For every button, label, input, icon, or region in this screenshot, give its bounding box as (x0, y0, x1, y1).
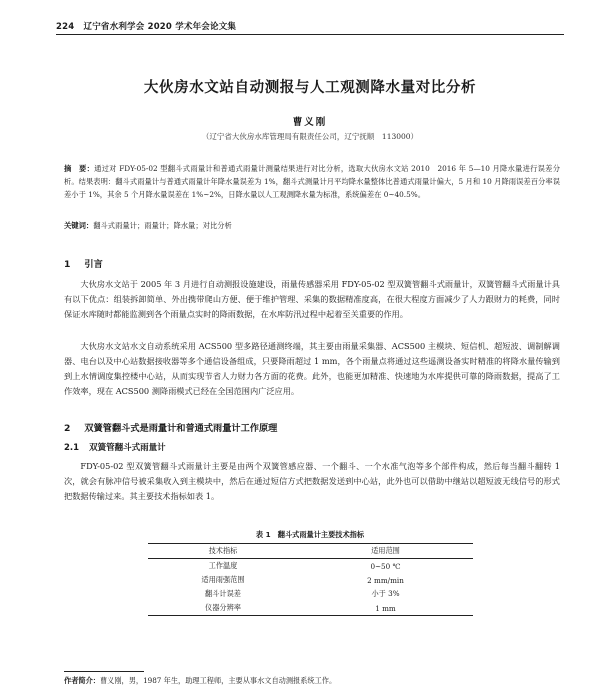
section-2-heading (64, 420, 277, 434)
table-cell: 小于 3% (371, 589, 400, 598)
section-1-number: 1 (64, 259, 71, 270)
table-1-caption: 表 1 翻斗式雨量计主要技术指标 (255, 530, 365, 539)
table-cell: 翻斗计误差 (205, 589, 241, 598)
table-header-cell: 适用范围 (371, 546, 400, 555)
page-number: 224 (56, 22, 75, 32)
keywords-text: 翻斗式雨量计；雨量计；降水量；对比分析 (93, 221, 232, 230)
table-1 (148, 543, 473, 616)
table-cell: 2 mm/min (367, 575, 404, 585)
section-2-1-title: 双簧管翻斗式雨量计 (89, 443, 166, 453)
table-cell: 1 mm (375, 603, 396, 613)
table-row (148, 573, 473, 587)
section-1-title: 引言 (84, 259, 103, 270)
section-1-heading (64, 256, 103, 270)
keywords-label: 关键词： (64, 221, 94, 230)
section-2-1-heading (64, 441, 166, 453)
section-2-1-paragraph: FDY-05-02 型双簧管翻斗式雨量计主要是由两个双簧管感应器、一个翻斗、一个水准气泡等多个部件构成，然后每当翻斗翻转 1 次，就会有脉冲信号被采集收入到主模块中，然后在通过短信方式把数据发送到中心站，此外也可以借助中继站以超短波无线信号的形式把数据传输过来。其主要技术指标如表 1。 (64, 461, 560, 501)
table-row (148, 601, 473, 616)
table-cell: 0~50 ℃ (370, 561, 401, 571)
table-cell: 工作温度 (208, 561, 238, 570)
author-affiliation: （辽宁省大伙房水库管理局有限责任公司，辽宁抚顺 113000） (201, 132, 419, 141)
section-1-paragraph-1: 大伙房水文站于 2005 年 3 月进行自动测报设施建设，雨量传感器采用 FDY-05-02 型双簧管翻斗式雨量计，双簧管翻斗式雨量计具有以下优点：组装拆卸简单、外出携带爬山方便、便于维护管理、采集的数据精准度高，在很大程度方面减少了人力跟财力的耗费，同时保证水库随时都能监测到各个雨量点实时的降雨数据，在水库防汛过程中起着至关重要的作用。 (64, 279, 560, 319)
footnote-label: 作者简介： (64, 676, 100, 685)
section-2-number: 2 (64, 423, 71, 434)
table-header-cell: 技术指标 (208, 546, 238, 555)
table-cell: 适用雨强范围 (201, 575, 245, 584)
footnote-text: 曹义刚，男，1987 年生，助理工程师，主要从事水文自动测报系统工作。 (99, 676, 337, 685)
journal-name: 辽宁省水利学会 2020 学术年会论文集 (83, 22, 237, 32)
running-head (56, 20, 242, 32)
table-row (148, 559, 473, 574)
author-name: 曹义刚 (292, 117, 328, 128)
abstract-label: 摘 要： (64, 164, 95, 173)
section-2-1-number: 2.1 (64, 443, 80, 453)
abstract-text: 通过对 FDY-05-02 型翻斗式雨量计和普通式雨量计测量结果进行对比分析，选取大伙房水文站 2010 2016 年 5—10 月降水量进行误差分析。结果表明：翻斗式雨量计与普通式雨量计年降水量误差为 1%，翻斗式测量计月平均降水量整体比普通式雨量计偏大，5 月和 10 月降雨误差百分率误差小于 1%，其余 5 个月降水量误差在 1%~2%，日降水量以人工观测降水量为标准，系统偏差在 0~40.5%。 (64, 164, 560, 199)
section-2-title: 双簧管翻斗式是雨量计和普通式雨量计工作原理 (84, 423, 278, 434)
footnote-rule (64, 671, 144, 672)
table-header-row (148, 544, 473, 559)
section-1-paragraph-2: 大伙房水文站水文自动系统采用 ACS500 型多路径通测终端，其主要由雨量采集器、ACS500 主模块、短信机、超短波、调制解调器、电台以及中心站数据接收器等多个通信设备组成，只要降雨超过 1 mm，各个雨量点将通过这些遥测设备实时精准的将降水量传输到到上水情调度集控楼中心站，从而实现节省人力财力各方面的花费。此外，也能更加精准、快速地为水库提供可靠的降雨数据，提高了工作效率，现在 ACS500 测降雨模式已经在全国范围内广泛应用。 (64, 341, 560, 396)
author-footnote (64, 676, 336, 686)
header-rule (56, 34, 564, 35)
abstract (64, 162, 560, 201)
table-row (148, 587, 473, 601)
table-cell: 仪器分辨率 (205, 603, 241, 612)
paper-title: 大伙房水文站自动测报与人工观测降水量对比分析 (143, 80, 477, 96)
keywords (64, 221, 560, 231)
